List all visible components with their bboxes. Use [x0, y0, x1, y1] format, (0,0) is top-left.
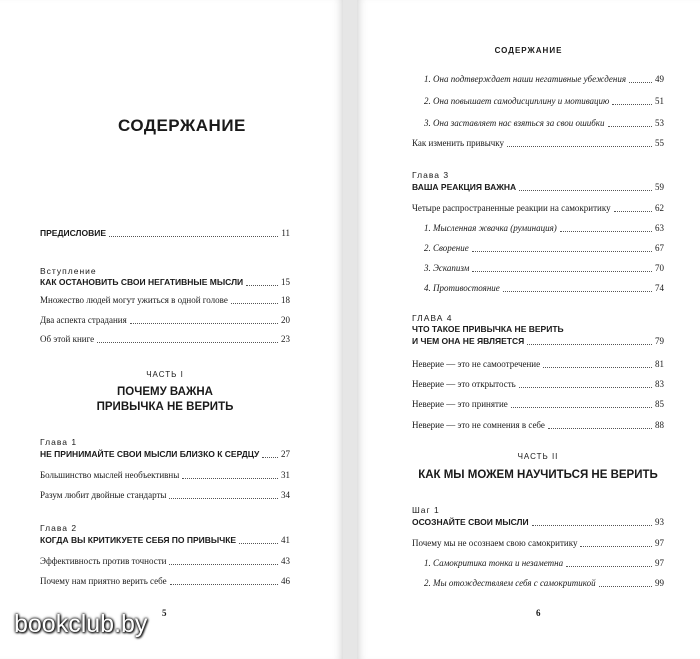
toc-entry: Эффективность против точности 43	[40, 556, 290, 566]
step-label: Шаг 1	[412, 505, 440, 515]
toc-entry: 1. Она подтверждает наши негативные убеждения 49	[424, 74, 664, 84]
toc-entry: И ЧЕМ ОНА НЕ ЯВЛЯЕТСЯ 79	[412, 336, 664, 346]
toc-entry: Неверие — это принятие 85	[412, 399, 664, 409]
chapter-label: Глава 2	[40, 523, 78, 533]
toc-entry-preface: ПРЕДИСЛОВИЕ 11	[40, 228, 290, 238]
chapter-title-line1: ЧТО ТАКОЕ ПРИВЫЧКА НЕ ВЕРИТЬ	[412, 324, 564, 334]
toc-entry: 3. Она заставляет нас взяться за свои ошибки 53	[424, 118, 664, 128]
toc-entry: 1. Мысленная жвачка (руминация) 63	[424, 223, 664, 233]
toc-entry: Два аспекта страдания 20	[40, 315, 290, 325]
toc-entry: Почему нам приятно верить себе 46	[40, 576, 290, 586]
toc-entry: Большинство мыслей необъективны 31	[40, 470, 290, 480]
part-title-line2: ПРИВЫЧКА НЕ ВЕРИТЬ	[96, 401, 234, 413]
toc-entry: ВАША РЕАКЦИЯ ВАЖНА 59	[412, 182, 664, 192]
part-label: ЧАСТЬ II	[517, 452, 559, 461]
left-page	[0, 0, 343, 659]
part-label: ЧАСТЬ I	[146, 370, 184, 379]
toc-entry: КАК ОСТАНОВИТЬ СВОИ НЕГАТИВНЫЕ МЫСЛИ 15	[40, 277, 290, 287]
chapter-label: ГЛАВА 4	[412, 313, 453, 323]
part-title-line1: ПОЧЕМУ ВАЖНА	[117, 386, 213, 398]
part-title: КАК МЫ МОЖЕМ НАУЧИТЬСЯ НЕ ВЕРИТЬ	[418, 469, 658, 481]
toc-entry: Неверие — это не самоотречение 81	[412, 359, 664, 369]
toc-entry: 2. Сворение 67	[424, 243, 664, 253]
toc-entry: Как изменить привычку 55	[412, 138, 664, 148]
page-number: 5	[162, 608, 167, 618]
page-title: СОДЕРЖАНИЕ	[118, 116, 246, 135]
book-gutter	[343, 0, 357, 659]
toc-entry: Разум любит двойные стандарты 34	[40, 490, 290, 500]
chapter-label: Глава 3	[412, 170, 450, 180]
toc-entry: Почему мы не осознаем свою самокритику 97	[412, 538, 664, 548]
running-header: СОДЕРЖАНИЕ	[494, 46, 563, 55]
toc-entry: 4. Противостояние 74	[424, 283, 664, 293]
toc-entry: 1. Самокритика тонка и незаметна 97	[424, 558, 664, 568]
intro-label: Вступление	[40, 266, 97, 276]
toc-entry: Неверие — это не сомнения в себе 88	[412, 420, 664, 430]
page-number: 6	[536, 608, 541, 618]
toc-entry: Неверие — это открытость 83	[412, 379, 664, 389]
toc-entry: КОГДА ВЫ КРИТИКУЕТЕ СЕБЯ ПО ПРИВЫЧКЕ 41	[40, 535, 290, 545]
toc-entry: Множество людей могут ужиться в одной голове 18	[40, 295, 290, 305]
right-page	[357, 0, 700, 659]
toc-entry: Четыре распространенные реакции на самокритику 62	[412, 203, 664, 213]
toc-entry: НЕ ПРИНИМАЙТЕ СВОИ МЫСЛИ БЛИЗКО К СЕРДЦУ 27	[40, 449, 290, 459]
watermark-logo: bookclub.by	[14, 610, 148, 638]
toc-entry: 2. Она повышает самодисциплину и мотивацию 51	[424, 96, 664, 106]
toc-entry: ОСОЗНАЙТЕ СВОИ МЫСЛИ 93	[412, 517, 664, 527]
toc-entry: 2. Мы отождествляем себя с самокритикой 99	[424, 578, 664, 588]
chapter-label: Глава 1	[40, 437, 78, 447]
toc-entry: Об этой книге 23	[40, 334, 290, 344]
toc-entry: 3. Эскапизм 70	[424, 263, 664, 273]
